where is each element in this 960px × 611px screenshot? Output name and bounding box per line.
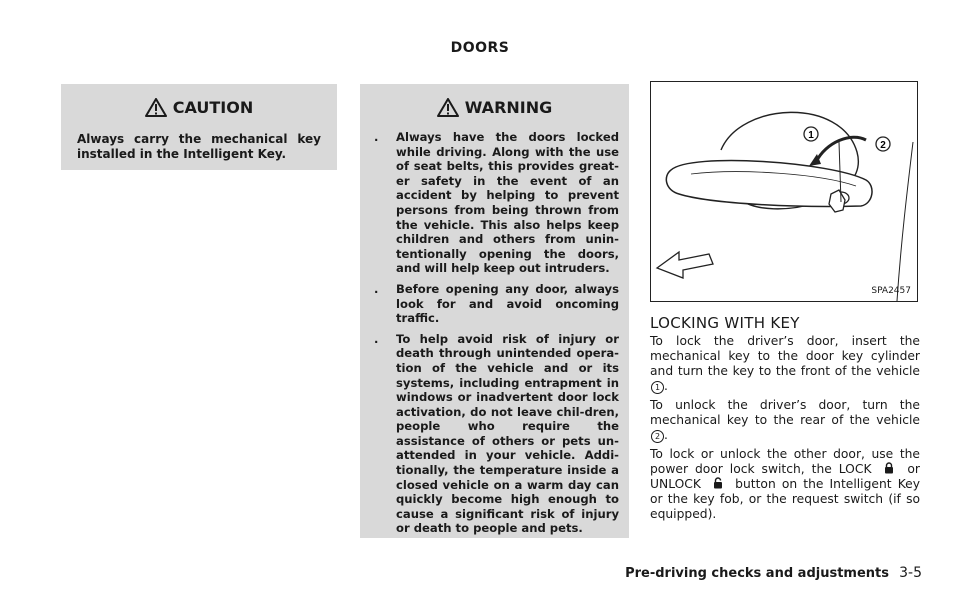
warning-heading-label: WARNING	[464, 97, 553, 117]
warning-item-text: To help avoid risk of injury or death through unintended opera-tion of the vehicle and or its systems, including entrapment in windows or inadvertent door lock activation, do not leave chil-dren, people who require the assistance of others or pets un-attended in your vehicle. Addi-tionally, the temperature inside a closed vehicle on a warm day can quickly become high enough to cause a significant risk of injury or death to people and pets.	[396, 331, 619, 536]
bullet: .	[374, 281, 379, 296]
door-handle-figure	[650, 81, 918, 302]
footer-section-name: Pre-driving checks and adjustments	[625, 566, 889, 581]
warning-item	[370, 130, 619, 276]
warning-triangle-icon	[437, 98, 459, 117]
door-edge	[897, 142, 913, 301]
page-footer	[625, 565, 922, 581]
paragraph-text: button on the Intelligent Key or the key fob, or the request switch (if so equipped).	[650, 477, 920, 521]
page-header-title: DOORS	[450, 40, 510, 56]
caution-box	[61, 84, 337, 170]
lock-icon	[884, 462, 894, 474]
callout-1: 1	[808, 130, 814, 141]
bullet: .	[374, 130, 379, 144]
warning-list	[370, 130, 619, 536]
paragraph-end: .	[664, 379, 668, 393]
front-direction-arrow	[657, 252, 713, 278]
bullet: .	[374, 331, 379, 346]
callout-ref-2: 2	[651, 430, 664, 443]
section-title: LOCKING WITH KEY	[650, 314, 800, 332]
paragraph-text: To unlock the driver’s door, turn the mechanical key to the rear of the vehicle	[650, 398, 920, 427]
paragraph	[650, 334, 920, 394]
page-number: 3-5	[899, 565, 922, 581]
warning-item	[370, 282, 619, 326]
paragraph-text: or UNLOCK	[650, 462, 920, 491]
paragraph	[650, 398, 920, 443]
paragraph-text: To lock the driver’s door, insert the mechanical key to the door key cylinder and turn the key to the front of the vehicle	[650, 334, 920, 378]
callout-ref-1: 1	[651, 381, 664, 394]
section-body	[650, 334, 920, 526]
warning-item	[370, 332, 619, 536]
warning-item-text: Always have the doors locked while driving. Along with the use of seat belts, this provides great-er safety in the event of an accident by helping to prevent persons from being thrown from the vehicle. This also helps keep children and others from unin-tentionally opening the doors, and will help keep out intruders.	[396, 130, 619, 276]
paragraph-text: To lock or unlock the other door, use the power door lock switch, the LOCK	[650, 447, 920, 476]
caution-text: Always carry the mechanical key installed in the Intelligent Key.	[77, 132, 321, 161]
unlock-icon	[713, 477, 723, 489]
warning-item-text: Before opening any door, always look for and avoid oncoming traffic.	[396, 281, 619, 326]
figure-code: SPA2457	[871, 286, 911, 296]
caution-triangle-icon	[145, 98, 167, 117]
warning-heading	[360, 88, 629, 126]
paragraph-end: .	[664, 428, 668, 442]
callout-2: 2	[880, 140, 886, 151]
paragraph	[650, 447, 920, 522]
warning-box	[360, 84, 629, 538]
door-handle-illustration	[651, 82, 917, 301]
caution-heading-label: CAUTION	[172, 97, 254, 117]
caution-heading	[61, 88, 337, 126]
